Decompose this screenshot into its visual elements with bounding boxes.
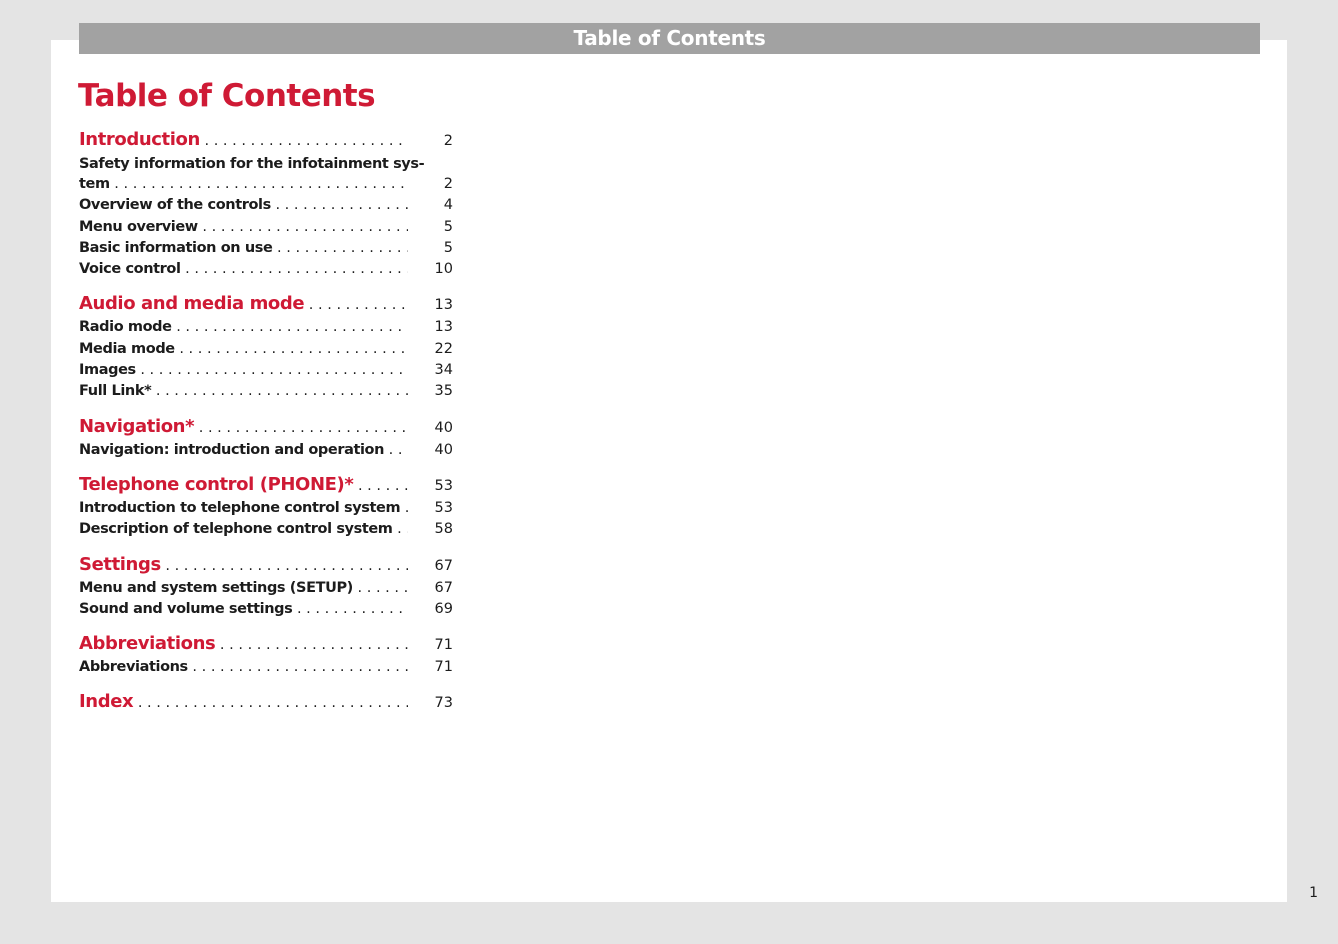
toc-entry-title: tem . . . — [79, 174, 408, 195]
page-title: Table of Contents — [78, 78, 376, 114]
toc-entry-title: Media mode . . . — [79, 339, 408, 360]
toc-section-telephone — [79, 473, 453, 541]
toc-page-number: 10 — [434, 261, 453, 278]
toc-page-number: 35 — [434, 383, 453, 400]
toc-entry-title: Audio and media mode . . . — [79, 292, 408, 317]
toc-page-number: 67 — [434, 579, 453, 596]
toc-entry-title: Telephone control (PHONE)* . . . — [79, 473, 408, 498]
toc-entry-title: Basic information on use . . . — [79, 238, 408, 259]
toc-entry-title: Introduction to telephone control system . . . — [79, 498, 408, 519]
toc-entry-navigation-introduction[interactable] — [79, 440, 453, 461]
toc-section-introduction — [79, 128, 453, 280]
toc-page-number: 53 — [434, 499, 453, 516]
toc-entry-title: Safety information for the infotainment sys- — [79, 156, 425, 172]
toc-page-number: 13 — [434, 297, 453, 314]
toc-entry-images[interactable] — [79, 360, 453, 381]
toc-entry-menu-overview[interactable] — [79, 217, 453, 238]
toc-entry-title: Description of telephone control system . . . — [79, 519, 408, 540]
toc-entry-title: Abbreviations . . . — [79, 632, 408, 657]
toc-chapter-telephone[interactable] — [79, 473, 453, 498]
toc-section-audio — [79, 292, 453, 402]
toc-entry-overview-controls[interactable] — [79, 195, 453, 216]
toc-entry-abbreviations[interactable] — [79, 657, 453, 678]
toc-entry-title: Sound and volume settings . . . — [79, 599, 408, 620]
toc-entry-radio-mode[interactable] — [79, 317, 453, 338]
toc-entry-title: Images . . . — [79, 360, 408, 381]
toc-entry-title: Navigation* . . . — [79, 415, 408, 440]
page-number: 1 — [1309, 885, 1318, 901]
toc-entry-safety-information-line1[interactable] — [79, 153, 453, 174]
toc-entry-title: Radio mode . . . — [79, 317, 408, 338]
toc-page-number: 22 — [434, 340, 453, 357]
toc-page-number: 67 — [434, 557, 453, 574]
toc-page-number: 71 — [434, 659, 453, 676]
toc-chapter-settings[interactable] — [79, 553, 453, 578]
toc-section-navigation — [79, 415, 453, 461]
toc-chapter-navigation[interactable] — [79, 415, 453, 440]
toc-entry-title: Full Link* . . . — [79, 381, 408, 402]
toc-entry-title: Navigation: introduction and operation . . . — [79, 440, 408, 461]
toc-page-number: 40 — [434, 441, 453, 458]
toc-entry-title: Introduction . . . — [79, 128, 408, 153]
toc-entry-title: Menu and system settings (SETUP) . . . — [79, 578, 408, 599]
toc-page-number: 2 — [443, 133, 453, 149]
toc-entry-telephone-introduction[interactable] — [79, 498, 453, 519]
toc-page-number: 71 — [434, 637, 453, 654]
toc-entry-title: Abbreviations . . . — [79, 657, 408, 678]
toc-entry-title: Index . . . — [79, 690, 408, 715]
toc-entry-telephone-description[interactable] — [79, 519, 453, 540]
toc-page-number: 34 — [434, 362, 453, 379]
toc-entry-sound-volume-settings[interactable] — [79, 599, 453, 620]
toc-entry-menu-system-settings[interactable] — [79, 578, 453, 599]
toc-page-number: 58 — [434, 521, 453, 538]
toc-entry-title: Overview of the controls . . . — [79, 195, 408, 216]
toc-page-number: 5 — [443, 218, 453, 235]
toc-entry-basic-information[interactable] — [79, 238, 453, 259]
toc-page-number: 13 — [434, 319, 453, 336]
toc-section-index — [79, 690, 453, 715]
toc-page-number: 73 — [434, 695, 453, 712]
toc-page-number: 5 — [443, 239, 453, 256]
toc-entry-title: Voice control . . . — [79, 259, 408, 280]
toc-chapter-index[interactable] — [79, 690, 453, 715]
toc-entry-safety-information-line2[interactable] — [79, 174, 453, 195]
toc-page-number: 4 — [443, 197, 453, 214]
running-header: Table of Contents — [79, 23, 1260, 54]
toc-entry-full-link[interactable] — [79, 381, 453, 402]
toc-chapter-introduction[interactable] — [79, 128, 453, 153]
toc-page-number: 40 — [434, 419, 453, 436]
toc-section-abbreviations — [79, 632, 453, 678]
toc-entry-title: Menu overview . . . — [79, 217, 408, 238]
toc-chapter-audio[interactable] — [79, 292, 453, 317]
toc-chapter-abbreviations[interactable] — [79, 632, 453, 657]
toc-page-number: 53 — [434, 477, 453, 494]
toc-entry-media-mode[interactable] — [79, 339, 453, 360]
table-of-contents — [79, 128, 453, 727]
toc-page-number: 69 — [434, 600, 453, 617]
toc-page-number: 2 — [443, 176, 453, 192]
toc-entry-title: Settings . . . — [79, 553, 408, 578]
toc-entry-voice-control[interactable] — [79, 259, 453, 280]
toc-section-settings — [79, 553, 453, 621]
